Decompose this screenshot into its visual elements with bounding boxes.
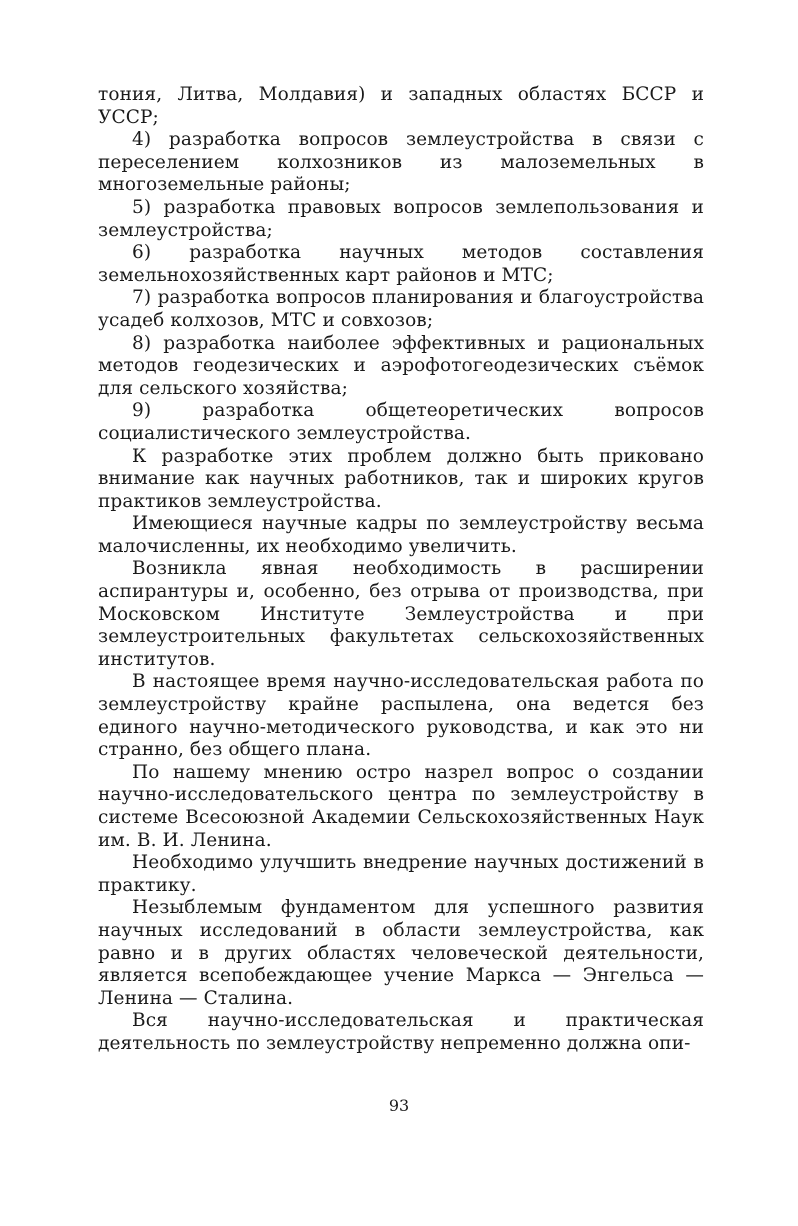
paragraph-continuation: тония, Литва, Молдавия) и западных областях БССР и УССР;	[98, 84, 704, 128]
paragraph-current-state: В настоящее время научно-исследовательская работа по землеустройству крайне распылена, она ведется без единого научно-методического руководства, и как это ни странно, без общего плана.	[98, 671, 704, 761]
paragraph-research-center: По нашему мнению остро назрел вопрос о создании научно-исследовательского центра по землеустройству в системе Всесоюзной Академии Сельскохозяйственных Наук им. В. И. Ленина.	[98, 761, 704, 851]
paragraph-item-6: 6) разработка научных методов составления земельнохозяйственных карт районов и МТС;	[98, 242, 704, 286]
page-body	[98, 84, 704, 1056]
paragraph-item-4: 4) разработка вопросов землеустройства в связи с переселением колхозников из малоземельных в многоземельные районы;	[98, 129, 704, 196]
paragraph-implementation: Необходимо улучшить внедрение научных достижений в практику.	[98, 852, 704, 896]
page-number: 93	[388, 1096, 410, 1115]
paragraph-foundation: Незыблемым фундаментом для успешного развития научных исследований в области землеустройства, как равно и в других областях человеческой деятельности, является всепобеждающее учение Маркса — Энгельса — Ленина — Сталина.	[98, 897, 704, 1009]
paragraph-cadres: Имеющиеся научные кадры по землеустройству весьма малочисленны, их необходимо увеличить.	[98, 513, 704, 557]
paragraph-item-9: 9) разработка общетеоретических вопросов социалистического землеустройства.	[98, 400, 704, 444]
paragraph-item-8: 8) разработка наиболее эффективных и рациональных методов геодезических и аэрофотогеодезических съёмок для сельского хозяйства;	[98, 332, 704, 399]
paragraph-final: Вся научно-исследовательская и практическая деятельность по землеустройству непременно должна опи-	[98, 1010, 704, 1054]
paragraph-attention: К разработке этих проблем должно быть приковано внимание как научных работников, так и широких кругов практиков землеустройства.	[98, 445, 704, 512]
paragraph-item-5: 5) разработка правовых вопросов землепользования и землеустройства;	[98, 196, 704, 241]
paragraph-item-7: 7) разработка вопросов планирования и благоустройства усадеб колхозов, МТС и совхозов;	[98, 287, 704, 331]
paragraph-aspirantura: Возникла явная необходимость в расширении аспирантуры и, особенно, без отрыва от производства, при Московском Институте Землеустройства и при землеустроительных факультетах сельскохозяйственных институтов.	[98, 558, 704, 670]
